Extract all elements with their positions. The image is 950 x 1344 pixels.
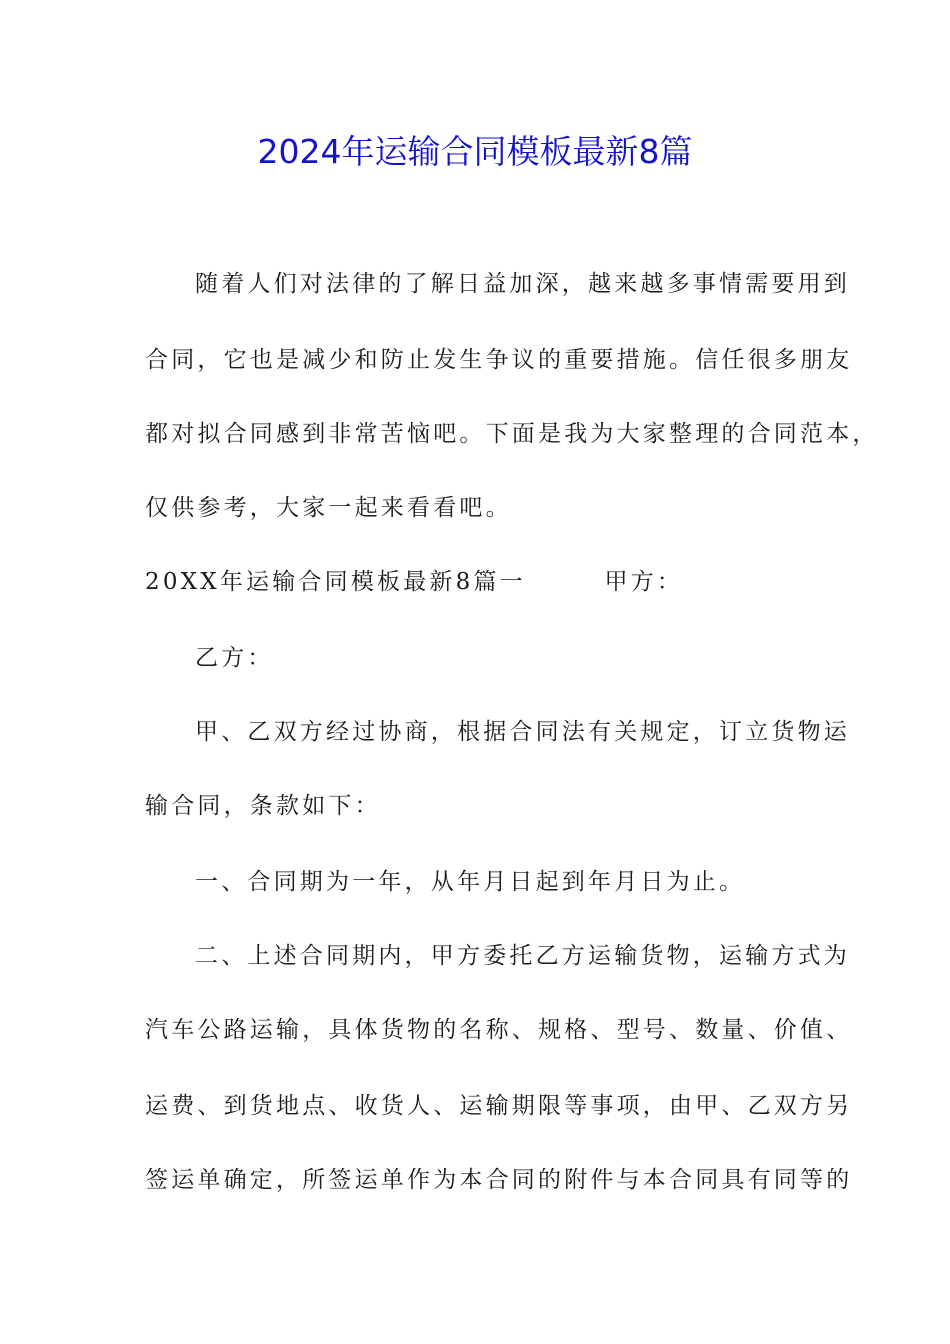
document-title: 2024年运输合同模板最新8篇 <box>257 132 693 171</box>
section-heading: 20XX年运输合同模板最新8篇一 甲方： <box>145 569 684 595</box>
paragraph-line: 签运单确定，所签运单作为本合同的附件与本合同具有同等的 <box>145 1167 853 1193</box>
paragraph-line: 随着人们对法律的了解日益加深，越来越多事情需要用到 <box>195 271 850 297</box>
paragraph-line: 二、上述合同期内，甲方委托乙方运输货物，运输方式为 <box>195 943 850 969</box>
paragraph-line: 仅供参考，大家一起来看看吧。 <box>145 495 512 521</box>
paragraph-line: 一、合同期为一年，从年月日起到年月日为止。 <box>195 869 746 895</box>
paragraph-line: 乙方： <box>195 645 274 671</box>
paragraph-line: 运费、到货地点、收货人、运输期限等事项，由甲、乙双方另 <box>145 1093 853 1119</box>
paragraph-line: 合同，它也是减少和防止发生争议的重要措施。信任很多朋友 <box>145 347 853 373</box>
paragraph-line: 甲、乙双方经过协商，根据合同法有关规定，订立货物运 <box>195 719 850 745</box>
paragraph-line: 都对拟合同感到非常苦恼吧。下面是我为大家整理的合同范本， <box>145 421 879 447</box>
paragraph-line: 输合同，条款如下： <box>145 793 381 819</box>
paragraph-line: 汽车公路运输，具体货物的名称、规格、型号、数量、价值、 <box>145 1017 853 1043</box>
